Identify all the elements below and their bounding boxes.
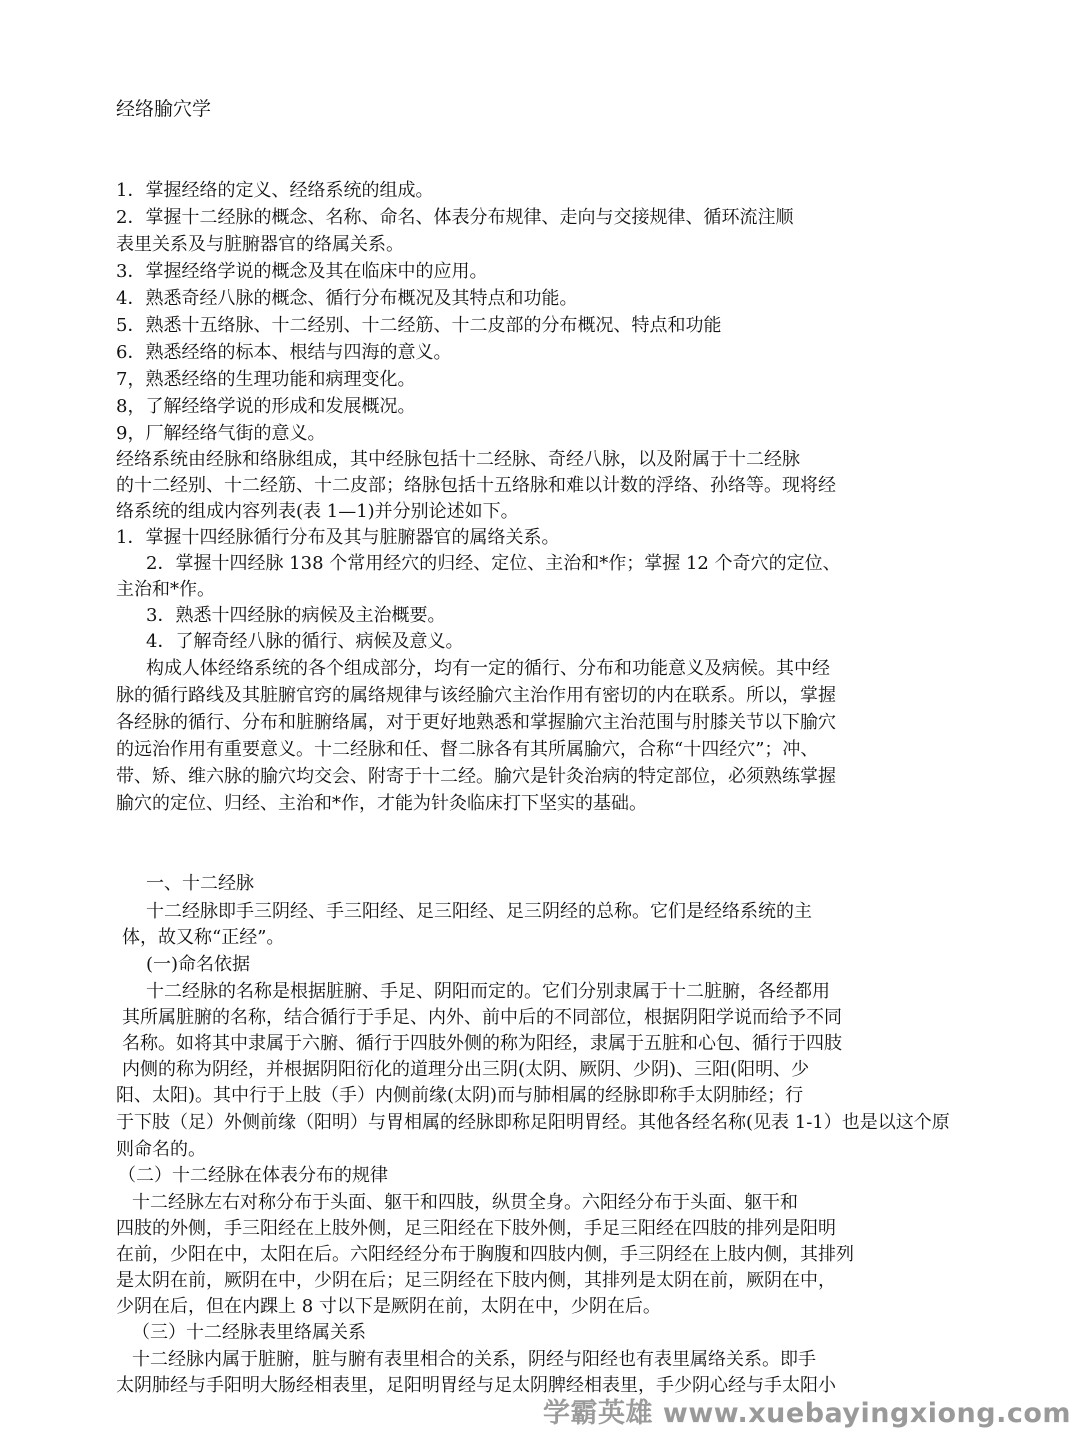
text-line: 则命名的。 <box>116 1139 206 1160</box>
text-line: 十二经脉的名称是根据脏腑、手足、阴阳而定的。它们分别隶属于十二脏腑，各经都用 <box>146 981 830 1002</box>
text-line: 1．掌握十四经脉循行分布及其与脏腑器官的属络关系。 <box>116 527 560 548</box>
section-heading: (一)命名依据 <box>146 954 251 975</box>
text-line: 带、矫、维六脉的腧穴均交会、附寄于十二经。腧穴是针灸治病的特定部位，必须熟练掌握 <box>116 766 836 787</box>
text-line: 腧穴的定位、归经、主治和*作，才能为针灸临床打下坚实的基础。 <box>116 793 647 814</box>
text-line: 脉的循行路线及其脏腑官窍的属络规律与该经腧穴主治作用有密切的内在联系。所以，掌握 <box>116 685 836 706</box>
text-line: 6．熟悉经络的标本、根结与四海的意义。 <box>116 342 452 363</box>
text-line: 十二经脉左右对称分布于头面、躯干和四肢，纵贯全身。六阳经分布于头面、躯干和 <box>132 1192 798 1213</box>
text-line: 阳、太阳)。其中行于上肢（手）内侧前缘(太阴)而与肺相属的经脉即称手太阴肺经；行 <box>116 1085 804 1106</box>
text-line: 少阴在后，但在内踝上 8 寸以下是厥阴在前，太阴在中，少阴在后。 <box>116 1296 661 1317</box>
text-line: 十二经脉内属于脏腑，脏与腑有表里相合的关系，阴经与阳经也有表里属络关系。即手 <box>132 1349 816 1370</box>
text-line: 体，故又称“正经”。 <box>122 927 285 948</box>
text-line: 名称。如将其中隶属于六腑、循行于四肢外侧的称为阳经，隶属于五脏和心包、循行于四肢 <box>122 1033 842 1054</box>
text-line: 内侧的称为阴经，并根据阴阳衍化的道理分出三阴(太阴、厥阴、少阴)、三阳(阳明、少 <box>122 1059 810 1080</box>
section-heading: （三）十二经脉表里络属关系 <box>132 1322 366 1343</box>
text-line: 5．熟悉十五络脉、十二经别、十二经筋、十二皮部的分布概况、特点和功能 <box>116 315 722 336</box>
text-line: 3．熟悉十四经脉的病候及主治概要。 <box>146 605 446 626</box>
text-line: 1．掌握经络的定义、经络系统的组成。 <box>116 180 434 201</box>
text-line: 2．掌握十二经脉的概念、名称、命名、体表分布规律、走向与交接规律、循环流注顺 <box>116 207 794 228</box>
text-line: 的十二经别、十二经筋、十二皮部；络脉包括十五络脉和难以计数的浮络、孙络等。现将经 <box>116 475 836 496</box>
text-line: 在前，少阳在中，太阳在后。六阳经经分布于胸腹和四肢内侧，手三阴经在上肢内侧，其排列 <box>116 1244 854 1265</box>
text-line: 主治和*作。 <box>116 579 215 600</box>
site-watermark: 学霸英雄 www.xuebayingxiong.com <box>543 1398 1072 1429</box>
text-line: 构成人体经络系统的各个组成部分，均有一定的循行、分布和功能意义及病候。其中经 <box>146 658 830 679</box>
text-line: 其所属脏腑的名称，结合循行于手足、内外、前中后的不同部位，根据阴阳学说而给予不同 <box>122 1007 842 1028</box>
text-line: 8，了解经络学说的形成和发展概况。 <box>116 396 416 417</box>
text-line: 经络系统由经脉和络脉组成，其中经脉包括十二经脉、奇经八脉，以及附属于十二经脉 <box>116 449 800 470</box>
text-line: 2．掌握十四经脉 138 个常用经穴的归经、定位、主治和*作；掌握 12 个奇穴的定位、 <box>146 553 841 574</box>
text-line: 7，熟悉经络的生理功能和病理变化。 <box>116 369 416 390</box>
text-line: 太阴肺经与手阳明大肠经相表里，足阳明胃经与足太阴脾经相表里，手少阴心经与手太阳小 <box>116 1375 836 1396</box>
text-line: 是太阴在前，厥阴在中，少阴在后；足三阴经在下肢内侧，其排列是太阴在前，厥阴在中， <box>116 1270 836 1291</box>
text-line: 9，厂解经络气街的意义。 <box>116 423 326 444</box>
text-line: 4．了解奇经八脉的循行、病候及意义。 <box>146 631 464 652</box>
text-line: 的远治作用有重要意义。十二经脉和任、督二脉各有其所属腧穴，合称“十四经穴”；冲、 <box>116 739 819 760</box>
text-line: 络系统的组成内容列表(表 1—1)并分别论述如下。 <box>116 501 519 522</box>
text-line: 四肢的外侧，手三阳经在上肢外侧，足三阳经在下肢外侧，手足三阳经在四肢的排列是阳明 <box>116 1218 836 1239</box>
text-line: 于下肢（足）外侧前缘（阳明）与胃相属的经脉即称足阳明胃经。其他各经名称(见表 1-1）也是以这个原 <box>116 1112 950 1133</box>
text-line: 十二经脉即手三阴经、手三阳经、足三阳经、足三阴经的总称。它们是经络系统的主 <box>146 901 812 922</box>
text-line: 各经脉的循行、分布和脏腑络属，对于更好地熟悉和掌握腧穴主治范围与肘膝关节以下腧穴 <box>116 712 836 733</box>
text-line: 3．掌握经络学说的概念及其在临床中的应用。 <box>116 261 488 282</box>
document-title: 经络腧穴学 <box>116 98 212 120</box>
section-heading: （二）十二经脉在体表分布的规律 <box>118 1165 388 1186</box>
text-line: 4．熟悉奇经八脉的概念、循行分布概况及其特点和功能。 <box>116 288 578 309</box>
section-heading: 一、十二经脉 <box>146 873 254 894</box>
text-line: 表里关系及与脏腑器官的络属关系。 <box>116 234 404 255</box>
